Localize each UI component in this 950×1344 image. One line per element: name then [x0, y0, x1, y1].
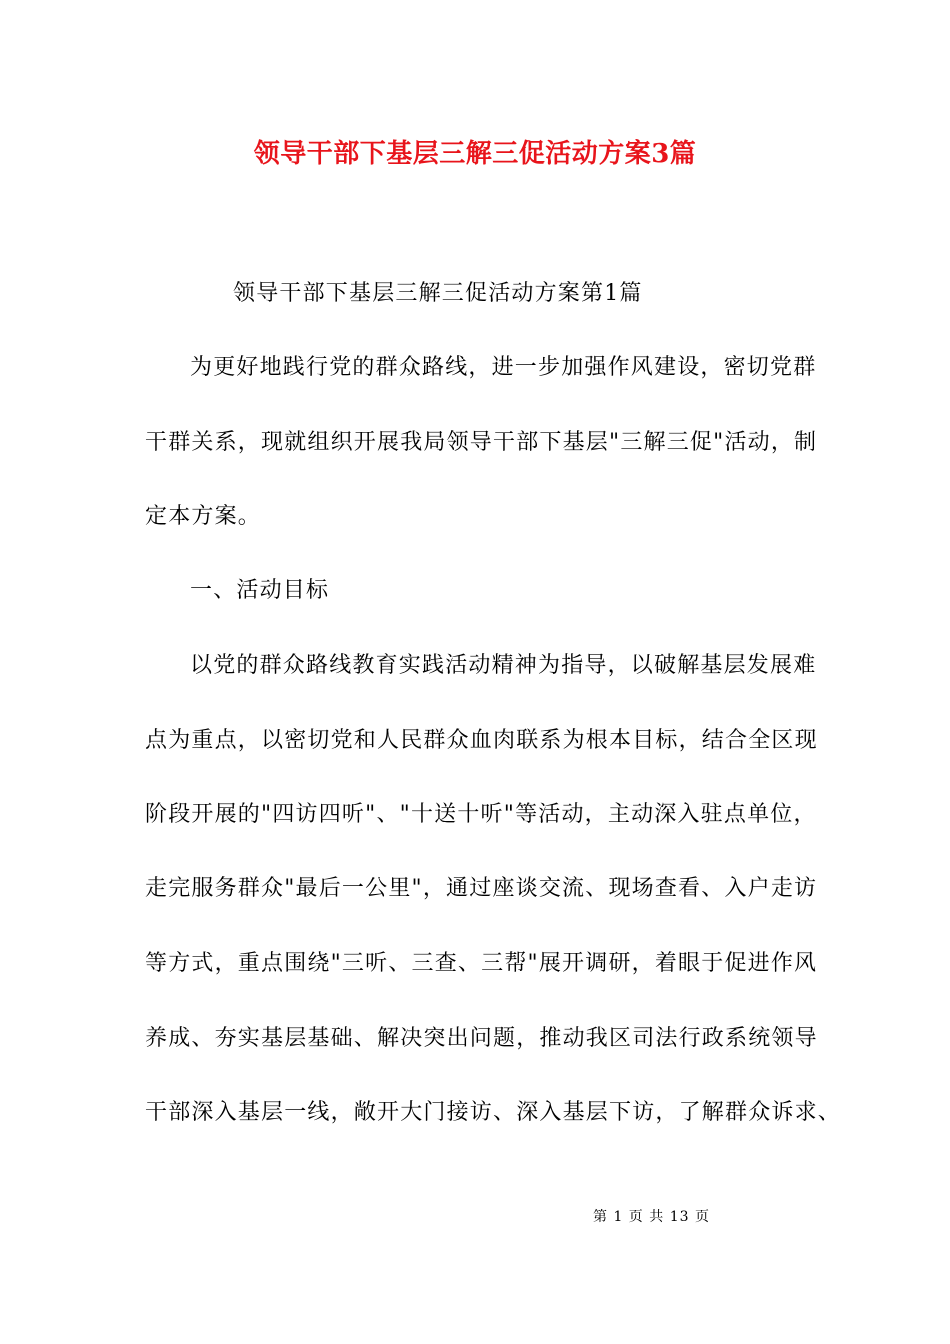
section-heading: 一、活动目标	[190, 578, 330, 603]
paragraph-line: 定本方案。	[145, 504, 262, 529]
document-title: 领导干部下基层三解三促活动方案3篇	[253, 139, 697, 169]
paragraph-line: 养成、夯实基层基础、解决突出问题，推动我区司法行政系统领导	[145, 1026, 818, 1051]
paragraph-line: 以党的群众路线教育实践活动精神为指导，以破解基层发展难	[190, 653, 817, 678]
section-subtitle: 领导干部下基层三解三促活动方案第1篇	[233, 281, 643, 306]
paragraph-line: 走完服务群众"最后一公里"，通过座谈交流、现场查看、入户走访	[145, 876, 818, 901]
paragraph-line: 阶段开展的"四访四听"、"十送十听"等活动，主动深入驻点单位，	[145, 802, 817, 827]
paragraph-line: 等方式，重点围绕"三听、三查、三帮"展开调研，着眼于促进作风	[145, 951, 818, 976]
paragraph-line: 为更好地践行党的群众路线，进一步加强作风建设，密切党群	[190, 355, 817, 380]
paragraph-line: 干群关系，现就组织开展我局领导干部下基层"三解三促"活动，制	[145, 430, 818, 455]
paragraph-line: 干部深入基层一线，敞开大门接访、深入基层下访，了解群众诉求、	[145, 1100, 842, 1125]
paragraph-line: 点为重点，以密切党和人民群众血肉联系为根本目标，结合全区现	[145, 728, 818, 753]
page-number-label: 第 1 页 共 13 页	[593, 1209, 710, 1225]
